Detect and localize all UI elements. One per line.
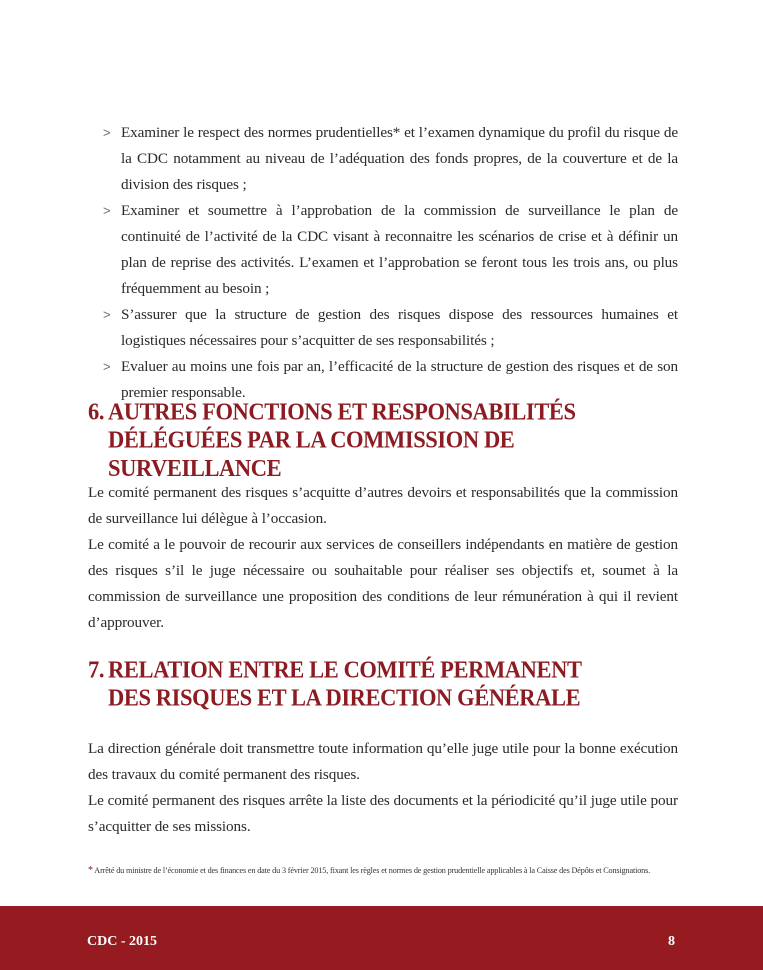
section-7-heading-block bbox=[88, 656, 678, 712]
section-6-heading-block bbox=[88, 398, 678, 482]
asterisk-icon: * bbox=[88, 865, 93, 876]
paragraph: La direction générale doit transmettre toute information qu’elle juge utile pour la bonne exécution des travaux du comité permanent des risques. bbox=[88, 740, 678, 783]
bullet-item bbox=[88, 198, 678, 302]
section-6-body bbox=[88, 480, 678, 636]
section-title-line-2: DÉLÉGUÉES PAR LA COMMISSION DE SURVEILLANCE bbox=[108, 426, 515, 482]
chevron-right-icon: > bbox=[103, 359, 111, 374]
paragraph: Le comité permanent des risques s’acquitte d’autres devoirs et responsabilités que la commission de surveillance lui délègue à l’occasion. bbox=[88, 484, 678, 527]
bullet-list bbox=[88, 120, 678, 406]
footnote-text: Arrêté du ministre de l’économie et des finances en date du 3 février 2015, fixant les règles et normes de gestion prudentielle applicables à la Caisse des Dépôts et Consignations. bbox=[92, 866, 651, 875]
bullet-item bbox=[88, 302, 678, 354]
footnote bbox=[88, 865, 688, 876]
bullet-text: Examiner et soumettre à l’approbation de la commission de surveillance le plan de continuité de l’activité de la CDC visant à reconnaitre les scénarios de crise et à définir un plan de reprise des activités. L’examen et l’approbation se feront tous les trois ans, ou plus fréquemment au besoin ; bbox=[121, 202, 678, 297]
footer-label: CDC - 2015 bbox=[87, 934, 157, 949]
page-number: 8 bbox=[668, 934, 675, 949]
bullet-text: Evaluer au moins une fois par an, l’efficacité de la structure de gestion des risques et de son premier responsable. bbox=[121, 358, 678, 401]
section-title-line-1: AUTRES FONCTIONS ET RESPONSABILITÉS bbox=[108, 398, 576, 425]
bullet-text: Examiner le respect des normes prudentielles* et l’examen dynamique du profil du risque de la CDC notamment au niveau de l’adéquation des fonds propres, de la couverture et de la division des risques ; bbox=[121, 124, 678, 193]
chevron-right-icon: > bbox=[103, 307, 111, 322]
section-title-line-2: DES RISQUES ET LA DIRECTION GÉNÉRALE bbox=[108, 684, 581, 712]
bullet-text: S’assurer que la structure de gestion des risques dispose des ressources humaines et logistiques nécessaires pour s’acquitter de ses responsabilités ; bbox=[121, 306, 678, 349]
section-title-line-1: RELATION ENTRE LE COMITÉ PERMANENT bbox=[108, 656, 582, 683]
section-number: 7. bbox=[88, 656, 105, 683]
paragraph: Le comité a le pouvoir de recourir aux services de conseillers indépendants en matière de gestion des risques s’il le juge nécessaire ou souhaitable pour réaliser ses objectifs et, soumet à la commission de surveillance une proposition des conditions de leur rémunération à qui il revient d’approuver. bbox=[88, 536, 678, 631]
section-number: 6. bbox=[88, 398, 105, 425]
section-6-heading bbox=[88, 398, 678, 482]
page-footer bbox=[0, 906, 763, 970]
chevron-right-icon: > bbox=[103, 125, 111, 140]
bullet-item bbox=[88, 120, 678, 198]
chevron-right-icon: > bbox=[103, 203, 111, 218]
section-7-heading bbox=[88, 656, 678, 712]
section-7-body bbox=[88, 736, 678, 840]
paragraph: Le comité permanent des risques arrête la liste des documents et la périodicité qu’il juge utile pour s’acquitter de ses missions. bbox=[88, 792, 678, 835]
